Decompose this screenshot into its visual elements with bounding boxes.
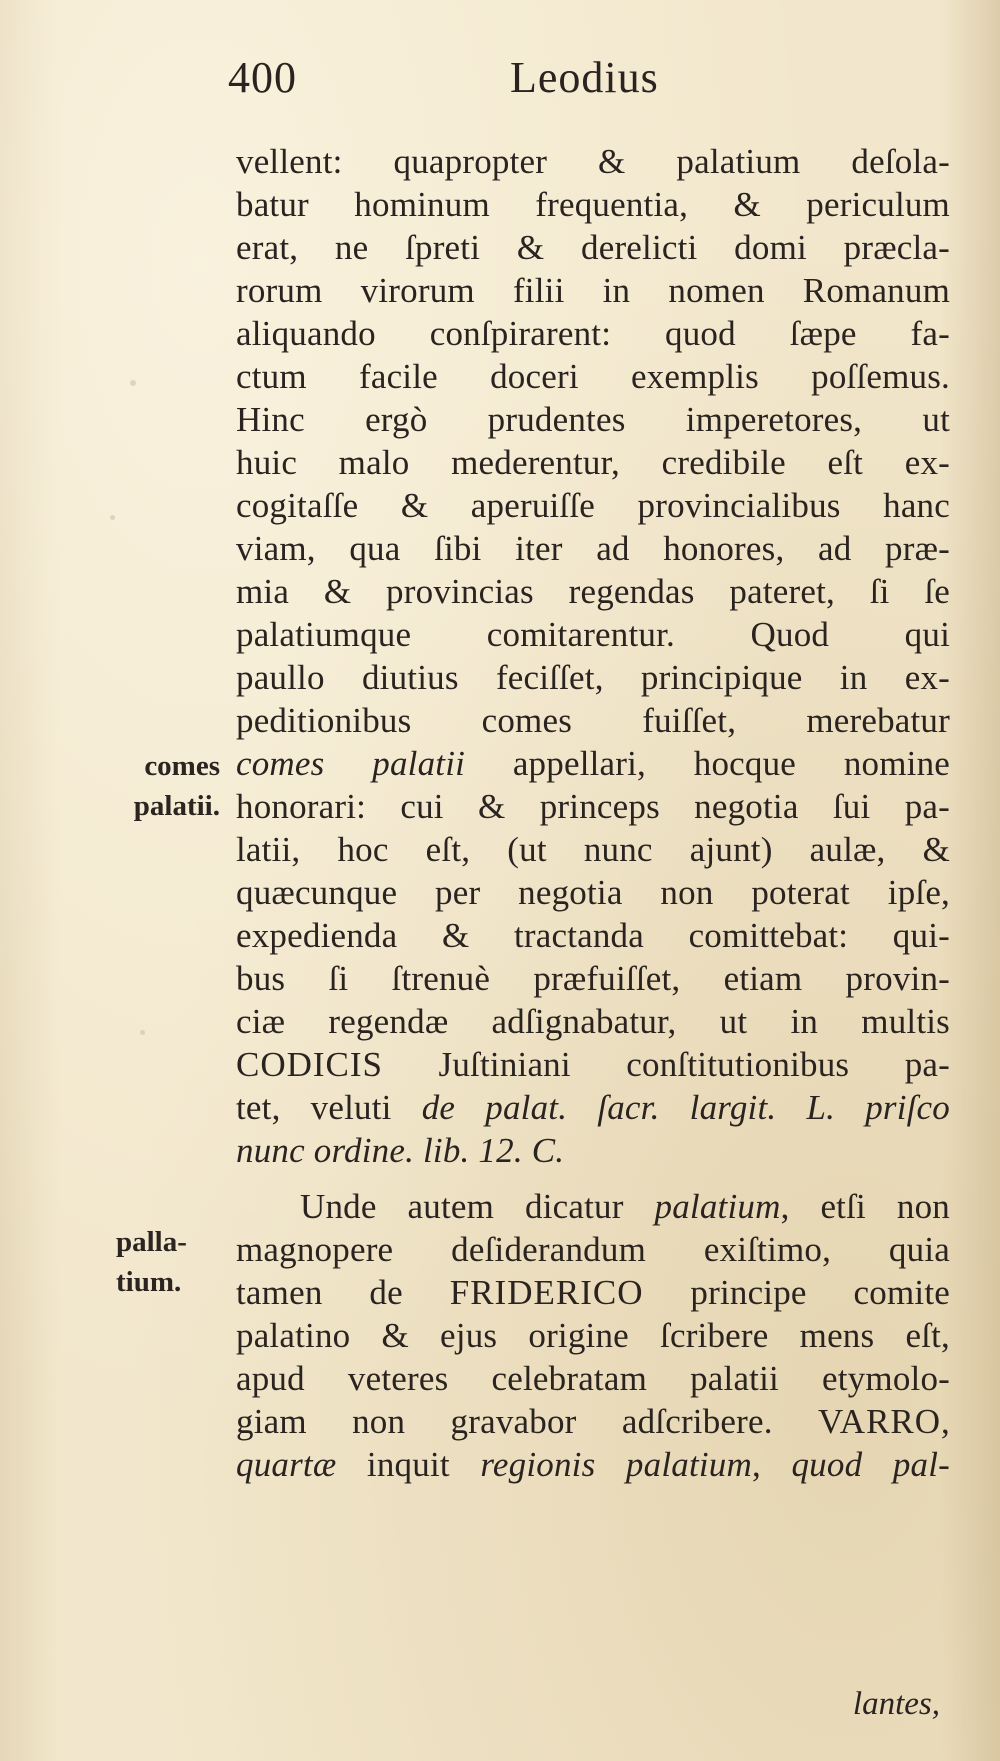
text-run: Juſtiniani conſtitutionibus pa- — [383, 1045, 950, 1084]
text-line: latii, hoc eſt, (ut nunc ajunt) aulæ, & — [236, 830, 950, 869]
text-run: , etſi non — [780, 1187, 950, 1226]
text-line: ciæ regendæ adſignabatur, ut in multis — [236, 1002, 950, 1041]
text-line: palatiumque comitarentur. Quod qui — [236, 615, 950, 654]
marginal-note-pallatium — [116, 1222, 206, 1302]
text-run: principe comite — [643, 1273, 950, 1312]
text-run: inquit — [336, 1445, 481, 1484]
text-line — [236, 1443, 950, 1486]
smallcaps-name: FRIDERICO — [449, 1273, 644, 1312]
text-line: rorum virorum filii in nomen Romanum — [236, 271, 950, 310]
text-line: huic malo mederentur, credibile eſt ex- — [236, 443, 950, 482]
text-run: Unde autem dicatur — [300, 1187, 655, 1226]
text-line: quæcunque per negotia non poterat ipſe, — [236, 873, 950, 912]
marginal-note-line: palatii. — [133, 790, 220, 822]
text-line: batur hominum frequentia, & periculum — [236, 185, 950, 224]
text-line: bus ſi ſtrenuè præfuiſſet, etiam provin- — [236, 959, 950, 998]
text-line: cogitaſſe & aperuiſſe provincialibus hanc — [236, 486, 950, 525]
text-line: erat, ne ſpreti & derelicti domi præcla- — [236, 228, 950, 267]
text-line-citation: nunc ordine. lib. 12. C. — [236, 1131, 565, 1170]
text-line: aliquando conſpirarent: quod ſæpe fa- — [236, 314, 950, 353]
text-run: , — [751, 1445, 792, 1484]
italic-quote: quartæ — [236, 1445, 337, 1484]
text-line: apud veteres celebratam palatii etymolo- — [236, 1359, 950, 1398]
text-run: , — [941, 1402, 950, 1441]
catchword: lantes, — [852, 1686, 940, 1722]
paper-blemish — [110, 515, 115, 520]
smallcaps-term: CODICIS — [236, 1045, 384, 1084]
paper-blemish — [140, 1030, 145, 1035]
text-line: mia & provincias regendas pateret, ſi ſe — [236, 572, 950, 611]
marginal-note-line: comes — [144, 750, 220, 782]
italic-term: comes palatii — [236, 744, 466, 783]
text-line: palatino & ejus origine ſcribere mens eſt, — [236, 1316, 950, 1355]
text-line: vellent: quapropter & palatium deſola- — [236, 142, 950, 181]
paper-blemish — [130, 380, 136, 386]
text-run: appellari, hocque nomine — [465, 744, 951, 783]
text-run: giam non gravabor adſcribere. — [236, 1402, 819, 1441]
italic-citation: de palat. ſacr. largit. L. priſco — [421, 1088, 950, 1127]
body-text — [236, 140, 950, 1486]
marginal-note-line: tium. — [116, 1266, 182, 1298]
text-run: tet, veluti — [236, 1088, 422, 1127]
text-line — [236, 1185, 950, 1228]
marginal-note-line: palla- — [116, 1226, 187, 1258]
running-title: Leodius — [510, 53, 659, 102]
text-line — [236, 1086, 950, 1129]
italic-quote: regionis palatium — [480, 1445, 752, 1484]
text-line: peditionibus comes fuiſſet, merebatur — [236, 701, 950, 740]
text-line — [236, 1400, 950, 1443]
italic-quote: quod pal- — [791, 1445, 951, 1484]
page-number: 400 — [228, 53, 297, 102]
text-line: expedienda & tractanda comittebat: qui- — [236, 916, 950, 955]
text-line: Hinc ergò prudentes imperetores, ut — [236, 400, 950, 439]
smallcaps-name: VARRO — [818, 1402, 942, 1441]
marginal-note-comes-palatii — [110, 746, 220, 826]
text-line: magnopere deſiderandum exiſtimo, quia — [236, 1230, 950, 1269]
text-line: honorari: cui & princeps negotia ſui pa- — [236, 787, 950, 826]
text-line — [236, 742, 950, 785]
text-line: ctum facile doceri exemplis poſſemus. — [236, 357, 950, 396]
text-line: viam, qua ſibi iter ad honores, ad præ- — [236, 529, 950, 568]
text-run: tamen de — [236, 1273, 450, 1312]
running-head — [228, 52, 668, 108]
italic-term: palatium — [654, 1187, 781, 1226]
text-line — [236, 1043, 950, 1086]
text-line: paullo diutius feciſſet, principique in ex- — [236, 658, 950, 697]
text-line — [236, 1271, 950, 1314]
